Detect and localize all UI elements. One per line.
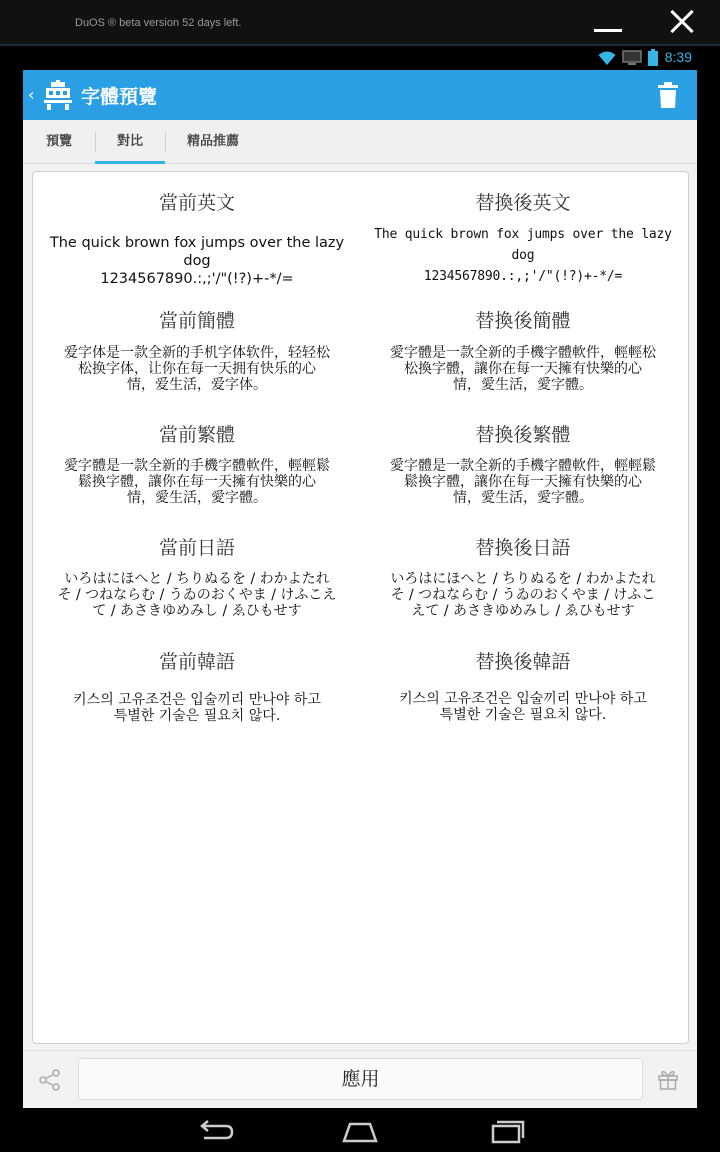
current-english-title: 當前英文	[158, 192, 235, 214]
tab-compare[interactable]: 對比	[95, 120, 165, 163]
font-app-icon[interactable]	[44, 80, 72, 110]
recents-icon[interactable]	[483, 1116, 531, 1146]
close-window-button[interactable]	[664, 4, 700, 40]
replacement-simplified-title: 替換後簡體	[475, 310, 571, 332]
beta-notice: DuOS ® beta version 52 days left.	[75, 17, 242, 29]
compare-card[interactable]	[32, 171, 689, 1044]
sample-line: 특별한 기술은 필요치 않다.	[113, 708, 281, 724]
current-japanese-sample	[37, 571, 357, 619]
sample-line: 情，愛生活，愛字體。	[453, 377, 593, 393]
replacement-english-title: 替換後英文	[475, 192, 571, 214]
home-icon[interactable]	[336, 1116, 384, 1146]
current-traditional-title: 當前繁體	[158, 424, 235, 446]
back-icon[interactable]	[190, 1116, 238, 1146]
app-window	[23, 70, 697, 1108]
replacement-simplified-sample	[363, 345, 683, 393]
current-traditional-sample	[37, 458, 357, 506]
replacement-korean-sample	[363, 691, 683, 723]
up-chevron-icon[interactable]: ‹	[28, 85, 35, 104]
status-bar	[0, 46, 720, 70]
sample-line: dog	[511, 248, 535, 263]
sample-line: 情，爱生活，爱字体。	[127, 377, 267, 393]
navigation-bar	[0, 1108, 720, 1152]
current-korean-title: 當前韓語	[158, 651, 235, 673]
sample-line: 鬆換字體，讓你在每一天擁有快樂的心	[78, 474, 316, 490]
current-japanese-title: 當前日語	[158, 537, 235, 559]
sample-line: 爱字体是一款全新的手机字体软件，轻轻松	[64, 345, 330, 361]
replacement-japanese-title: 替換後日語	[475, 537, 571, 559]
tab-bar	[23, 120, 697, 164]
sample-line: 愛字體是一款全新的手機字體軟件，輕輕松	[390, 345, 656, 361]
sample-line: 情，愛生活，愛字體。	[453, 490, 593, 506]
replacement-korean-title: 替換後韓語	[475, 651, 571, 673]
current-korean-sample	[37, 692, 357, 724]
sample-line: 愛字體是一款全新的手機字體軟件，輕輕鬆	[64, 458, 330, 474]
screen-icon	[622, 50, 642, 66]
sample-line: えて / あさきゆめみし / ゑひもせす	[411, 603, 635, 619]
sample-line: The quick brown fox jumps over the lazy	[374, 227, 672, 242]
gift-icon[interactable]	[657, 1068, 679, 1090]
sample-line: 키스의 고유조건은 입술끼리 만나야 하고	[73, 692, 321, 708]
page-title: 字體預覽	[81, 86, 158, 108]
sample-line: 1234567890.:,;'/"(!?)+-*/=	[423, 269, 623, 284]
sample-line: 松換字體，讓你在每一天擁有快樂的心	[404, 361, 642, 377]
current-simplified-title: 當前簡體	[158, 310, 235, 332]
action-bar	[23, 70, 697, 120]
sample-line: いろはにほへと / ちりぬるを / わかよたれ	[390, 571, 656, 587]
sample-line: 情，愛生活，愛字體。	[127, 490, 267, 506]
replacement-japanese-sample	[363, 571, 683, 619]
duos-title-bar	[0, 0, 720, 44]
replacement-english-sample	[363, 224, 683, 287]
current-simplified-sample	[37, 345, 357, 393]
bottom-action-bar	[23, 1050, 697, 1109]
minimize-window-button[interactable]	[590, 10, 624, 34]
sample-line: 키스의 고유조건은 입술끼리 만나야 하고	[399, 691, 647, 707]
sample-line: て / あさきゆめみし / ゑひもせす	[92, 603, 302, 619]
share-icon[interactable]	[38, 1068, 62, 1092]
trash-icon[interactable]	[657, 82, 679, 108]
apply-button[interactable]: 應用	[78, 1058, 643, 1100]
sample-line: そ / つねならむ / うゐのおくやま / けふこえ	[57, 587, 337, 603]
sample-line: 松换字体，让你在每一天拥有快乐的心	[78, 361, 316, 377]
tab-recommended[interactable]: 精品推薦	[186, 134, 239, 149]
status-time: 8:39	[664, 49, 692, 65]
wifi-icon	[598, 50, 616, 66]
current-english-sample	[37, 234, 357, 288]
sample-line: The quick brown fox jumps over the lazy dog	[49, 235, 345, 269]
tab-preview[interactable]: 預覽	[45, 134, 72, 149]
battery-icon	[648, 49, 658, 66]
sample-line: 1234567890.:,;'/"(!?)+-*/=	[100, 271, 294, 287]
sample-line: 愛字體是一款全新的手機字體軟件，輕輕鬆	[390, 458, 656, 474]
replacement-traditional-sample	[363, 458, 683, 506]
sample-line: 특별한 기술은 필요치 않다.	[439, 707, 607, 723]
sample-line: 鬆換字體，讓你在每一天擁有快樂的心	[404, 474, 642, 490]
replacement-traditional-title: 替換後繁體	[475, 424, 571, 446]
sample-line: そ / つねならむ / うゐのおくやま / けふこ	[390, 587, 656, 603]
sample-line: いろはにほへと / ちりぬるを / わかよたれ	[64, 571, 330, 587]
